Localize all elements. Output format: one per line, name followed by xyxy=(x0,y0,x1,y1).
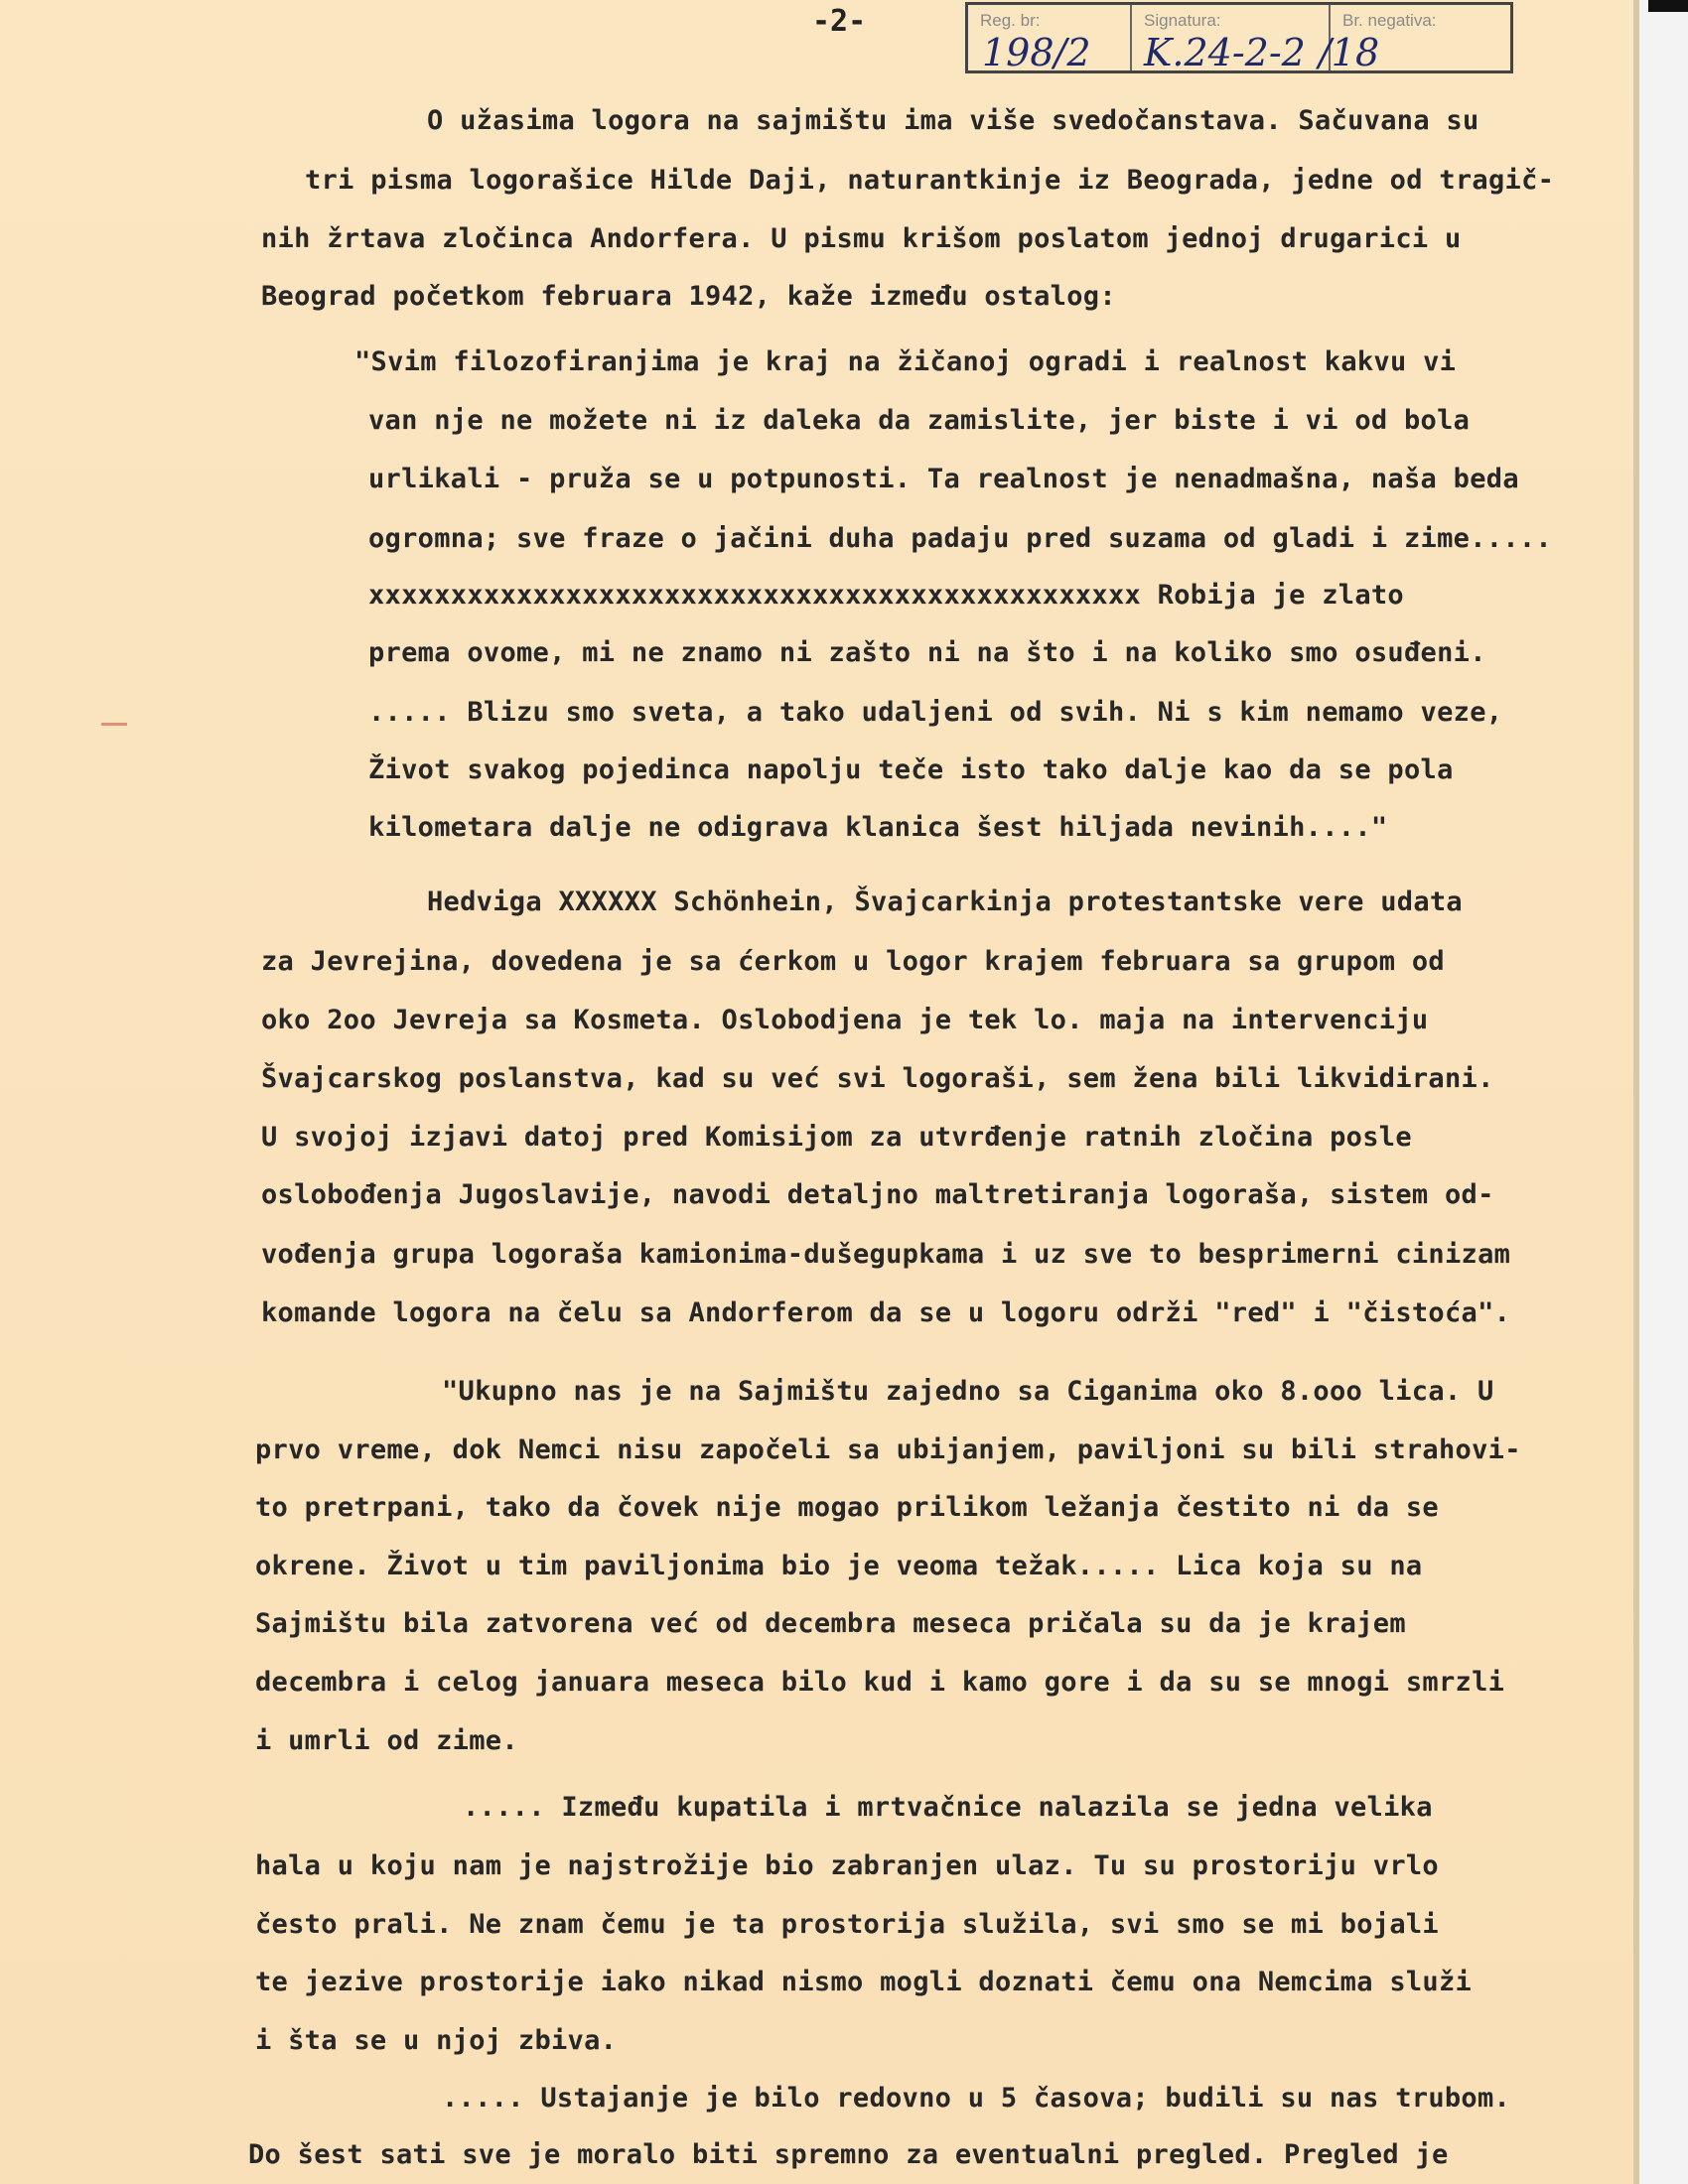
scan-corner xyxy=(1648,0,1688,12)
text-line: tri pisma logorašice Hilde Daji, naturantkinje iz Beograda, jedne od tragič- xyxy=(305,165,1555,196)
stamp-negative-cell xyxy=(1319,5,1510,74)
quote-line: van nje ne možete ni iz daleka da zamislite, jer biste i vi od bola xyxy=(368,405,1471,436)
text-line: decembra i celog januara meseca bilo kud i kamo gore i da su se mnogi smrzli xyxy=(255,1667,1505,1698)
stamp-negative-value: /18 xyxy=(1319,31,1380,74)
text-line: U svojoj izjavi datoj pred Komisijom za utvrđenje ratnih zločina posle xyxy=(261,1122,1412,1153)
quote-line: "Svim filozofiranjima je kraj na žičanoj ogradi i realnost kakvu vi xyxy=(354,346,1457,377)
text-line: to pretrpani, tako da čovek nije mogao prilikom ležanja čestito ni da se xyxy=(255,1492,1439,1523)
page-number: -2- xyxy=(812,4,867,39)
text-line: vođenja grupa logoraša kamionima-dušegupkama i uz sve to besprimerni cinizam xyxy=(261,1239,1511,1270)
scan-edge xyxy=(1633,0,1688,2184)
margin-mark xyxy=(101,723,127,726)
text-line: komande logora na čelu sa Andorferom da se u logoru održi "red" i "čistoća". xyxy=(261,1297,1511,1328)
text-line: Do šest sati sve je moralo biti spremno za eventualni pregled. Pregled je xyxy=(248,2139,1449,2170)
text-line: često prali. Ne znam čemu je ta prostorija služila, svi smo se mi bojali xyxy=(255,1909,1439,1940)
text-line: te jezive prostorije iako nikad nismo mogli doznati čemu ona Nemcima služi xyxy=(255,1967,1473,1997)
quote-line: urlikali - pruža se u potpunosti. Ta realnost je nenadmašna, naša beda xyxy=(368,464,1519,494)
quote-line: ..... Blizu smo sveta, a tako udaljeni od svih. Ni s kim nemamo veze, xyxy=(368,697,1503,728)
text-line: Beograd početkom februara 1942, kaže između ostalog: xyxy=(261,281,1116,312)
text-line: O užasima logora na sajmištu ima više svedočanstava. Sačuvana su xyxy=(427,105,1479,136)
quote-line: prema ovome, mi ne znamo ni zašto ni na što i na koliko smo osuđeni. xyxy=(368,637,1486,668)
text-line: Švajcarskog poslanstva, kad su već svi logoraši, sem žena bili likvidirani. xyxy=(261,1063,1494,1094)
text-line: i šta se u njoj zbiva. xyxy=(255,2025,618,2056)
stamp-negative-label: Br. negativa: xyxy=(1342,11,1437,30)
quote-line: kilometara dalje ne odigrava klanica šest hiljada nevinih...." xyxy=(368,812,1388,843)
text-line: "Ukupno nas je na Sajmištu zajedno sa Ciganima oko 8.ooo lica. U xyxy=(442,1376,1494,1407)
stamp-signature-value: K.24-2-2 xyxy=(1144,31,1306,74)
text-line: Hedviga XXXXXX Schönhein, Švajcarkinja protestantske vere udata xyxy=(427,887,1463,917)
quote-line: ogromna; sve fraze o jačini duha padaju pred suzama od gladi i zime..... xyxy=(368,523,1552,554)
text-line: i umrli od zime. xyxy=(255,1725,518,1756)
stamp-signature-label: Signatura: xyxy=(1144,11,1221,30)
text-line: ..... Između kupatila i mrtvačnice nalazila se jedna velika xyxy=(463,1792,1433,1823)
text-line: nih žrtava zločinca Andorfera. U pismu krišom poslatom jednoj drugarici u xyxy=(261,223,1462,254)
scan-edge-shadow xyxy=(1633,0,1639,2184)
text-line: za Jevrejina, dovedena je sa ćerkom u logor krajem februara sa grupom od xyxy=(261,946,1445,977)
stamp-reg-value: 198/2 xyxy=(982,31,1091,74)
text-line: prvo vreme, dok Nemci nisu započeli sa ubijanjem, paviljoni su bili strahovi- xyxy=(255,1434,1521,1465)
text-line: oslobođenja Jugoslavije, navodi detaljno maltretiranja logoraša, sistem od- xyxy=(261,1179,1494,1210)
stamp-signature-cell xyxy=(1132,5,1331,74)
text-line: Sajmištu bila zatvorena već od decembra meseca pričala su da je krajem xyxy=(255,1608,1406,1639)
text-line: hala u koju nam je najstrožije bio zabranjen ulaz. Tu su prostoriju vrlo xyxy=(255,1850,1439,1881)
stamp-reg-cell xyxy=(968,5,1132,74)
text-line: ..... Ustajanje je bilo redovno u 5 časova; budili su nas trubom. xyxy=(442,2083,1511,2114)
quote-line: Život svakog pojedinca napolju teče isto tako dalje kao da se pola xyxy=(368,754,1454,785)
archive-stamp xyxy=(965,2,1513,73)
text-line: oko 2oo Jevreja sa Kosmeta. Oslobodjena je tek lo. maja na intervenciju xyxy=(261,1005,1429,1035)
stamp-reg-label: Reg. br: xyxy=(980,11,1041,30)
text-line: okrene. Život u tim paviljonima bio je veoma težak..... Lica koja su na xyxy=(255,1551,1423,1581)
quote-line-struck: xxxxxxxxxxxxxxxxxxxxxxxxxxxxxxxxxxxxxxxxxxxxxxx Robija je zlato xyxy=(368,580,1404,611)
